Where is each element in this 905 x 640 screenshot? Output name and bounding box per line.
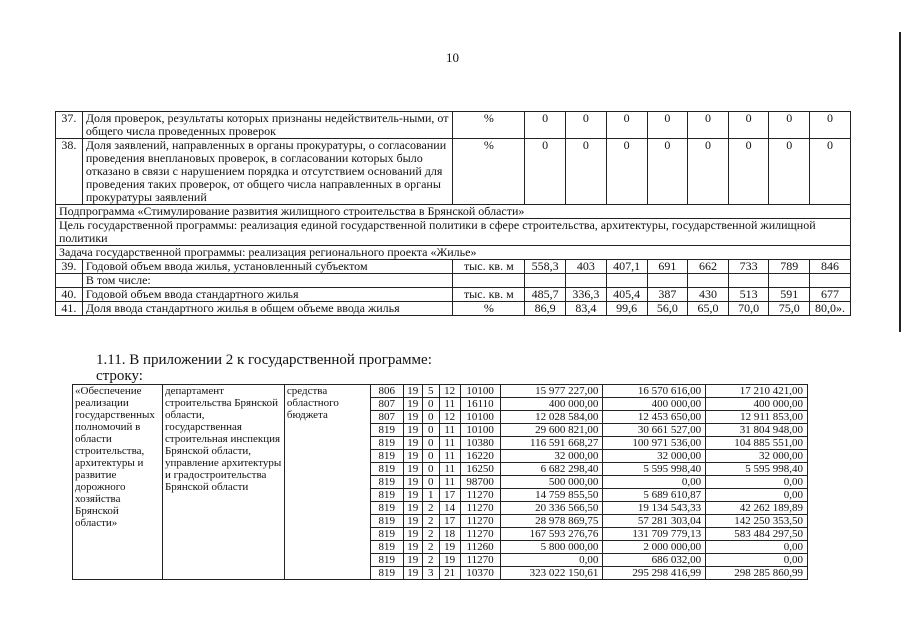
budget-code: 10100 (460, 424, 500, 437)
program-name: «Обеспечение реализации государственных полномочий в области строительства, архитектуры и развитие дорожного хозяйства Брянской области» (73, 385, 163, 580)
amount: 17 210 421,00 (706, 385, 808, 398)
budget-code: 19 (403, 528, 422, 541)
budget-code: 19 (403, 398, 422, 411)
indicator-value: 733 (728, 260, 769, 274)
indicator-value: 846 (810, 260, 851, 274)
budget-code: 19 (403, 385, 422, 398)
budget-code: 12 (439, 411, 460, 424)
amount: 400 000,00 (500, 398, 603, 411)
budget-code: 18 (439, 528, 460, 541)
executor: департамент строительства Брянской области, государственная строительная инспекция Брянской области, управление архитектуры и градостроительства Брянской области (162, 385, 284, 580)
section-heading: Подпрограмма «Стимулирование развития жилищного строительства в Брянской области» (56, 205, 851, 219)
indicator-value: 0 (688, 139, 729, 205)
section-heading-row (56, 205, 851, 219)
row-number (56, 274, 83, 288)
amount: 5 595 998,40 (603, 463, 706, 476)
indicator-text: Годовой объем ввода жилья, установленный субъектом (82, 260, 453, 274)
budget-code: 19 (403, 567, 422, 580)
indicator-value: 0 (728, 112, 769, 139)
budget-code: 19 (403, 554, 422, 567)
amount: 30 661 527,00 (603, 424, 706, 437)
amount: 32 000,00 (500, 450, 603, 463)
amount: 116 591 668,27 (500, 437, 603, 450)
indicator-value: 86,9 (525, 302, 566, 316)
indicator-value (647, 274, 688, 288)
budget-code: 11270 (460, 554, 500, 567)
budget-code: 19 (403, 463, 422, 476)
indicator-value: 387 (647, 288, 688, 302)
amount: 0,00 (706, 541, 808, 554)
paragraph-line-2: строку: (96, 368, 143, 384)
budget-code: 19 (403, 489, 422, 502)
amount: 0,00 (500, 554, 603, 567)
row-number: 39. (56, 260, 83, 274)
indicator-value: 403 (565, 260, 606, 274)
budget-code: 0 (422, 450, 439, 463)
indicator-value (606, 274, 647, 288)
indicator-row (56, 274, 851, 288)
budget-code: 19 (403, 476, 422, 489)
budget-code: 11 (439, 437, 460, 450)
indicator-value (810, 274, 851, 288)
budget-code: 819 (370, 502, 403, 515)
amount: 31 804 948,00 (706, 424, 808, 437)
amount: 32 000,00 (706, 450, 808, 463)
indicator-value: 75,0 (769, 302, 810, 316)
budget-code: 21 (439, 567, 460, 580)
amount: 15 977 227,00 (500, 385, 603, 398)
budget-code: 11270 (460, 528, 500, 541)
amount: 295 298 416,99 (603, 567, 706, 580)
budget-code: 11260 (460, 541, 500, 554)
indicator-value: 0 (688, 112, 729, 139)
indicator-value: 0 (606, 139, 647, 205)
budget-code: 19 (403, 450, 422, 463)
indicator-row (56, 288, 851, 302)
amount: 16 570 616,00 (603, 385, 706, 398)
indicator-value: 407,1 (606, 260, 647, 274)
indicator-value: 591 (769, 288, 810, 302)
amount: 5 689 610,87 (603, 489, 706, 502)
budget-code: 16220 (460, 450, 500, 463)
indicator-text: Доля заявлений, направленных в органы прокуратуры, о согласовании проведения внеплановых проверок, в согласовании которых было отказано в связи с нарушением порядка и отсутствием оснований для проведения таких проверок, от общего числа направленных в органы прокуратуры заявлений (82, 139, 453, 205)
indicator-value: 677 (810, 288, 851, 302)
budget-code: 10380 (460, 437, 500, 450)
indicator-text: Доля проверок, результаты которых признаны недействитель-ными, от общего числа проведенных проверок (82, 112, 453, 139)
budget-code: 17 (439, 515, 460, 528)
budget-code: 17 (439, 489, 460, 502)
budget-code: 1 (422, 489, 439, 502)
page-number: 10 (446, 50, 459, 65)
amount: 167 593 276,76 (500, 528, 603, 541)
unit (453, 274, 525, 288)
budget-code: 819 (370, 450, 403, 463)
budget-code: 2 (422, 515, 439, 528)
indicator-value: 99,6 (606, 302, 647, 316)
indicator-value: 558,3 (525, 260, 566, 274)
indicator-value: 0 (728, 139, 769, 205)
section-heading: Задача государственной программы: реализация регионального проекта «Жилье» (56, 246, 851, 260)
budget-code: 819 (370, 437, 403, 450)
indicator-value: 789 (769, 260, 810, 274)
budget-code: 0 (422, 437, 439, 450)
amount: 5 595 998,40 (706, 463, 808, 476)
indicator-value: 0 (565, 139, 606, 205)
budget-code: 10370 (460, 567, 500, 580)
budget-code: 0 (422, 476, 439, 489)
budget-code: 819 (370, 541, 403, 554)
unit: тыс. кв. м (453, 260, 525, 274)
budget-code: 10100 (460, 385, 500, 398)
budget-code: 12 (439, 385, 460, 398)
funding-source: средства областного бюджета (284, 385, 370, 580)
budget-code: 2 (422, 554, 439, 567)
row-number: 38. (56, 139, 83, 205)
unit: % (453, 112, 525, 139)
amount: 2 000 000,00 (603, 541, 706, 554)
amount: 20 336 566,50 (500, 502, 603, 515)
indicator-value: 405,4 (606, 288, 647, 302)
amount: 57 281 303,04 (603, 515, 706, 528)
budget-code: 19 (403, 411, 422, 424)
budget-code: 11 (439, 463, 460, 476)
amount: 14 759 855,50 (500, 489, 603, 502)
indicator-value: 0 (647, 112, 688, 139)
indicator-value: 0 (647, 139, 688, 205)
indicator-value: 0 (606, 112, 647, 139)
budget-code: 19 (439, 541, 460, 554)
indicator-value: 485,7 (525, 288, 566, 302)
amount: 500 000,00 (500, 476, 603, 489)
budget-code: 2 (422, 541, 439, 554)
amount: 5 800 000,00 (500, 541, 603, 554)
amount: 323 022 150,61 (500, 567, 603, 580)
amount: 12 911 853,00 (706, 411, 808, 424)
budget-code: 19 (403, 502, 422, 515)
indicators-table (55, 111, 851, 316)
budget-code: 2 (422, 528, 439, 541)
indicator-value: 336,3 (565, 288, 606, 302)
budget-code: 819 (370, 424, 403, 437)
budget-code: 0 (422, 411, 439, 424)
amount: 131 709 779,13 (603, 528, 706, 541)
budget-code: 0 (422, 424, 439, 437)
budget-code: 819 (370, 554, 403, 567)
indicator-value (688, 274, 729, 288)
amount: 583 484 297,50 (706, 528, 808, 541)
budget-code: 807 (370, 398, 403, 411)
budget-code: 819 (370, 463, 403, 476)
budget-code: 819 (370, 515, 403, 528)
budget-code: 98700 (460, 476, 500, 489)
budget-code: 19 (403, 424, 422, 437)
amount: 29 600 821,00 (500, 424, 603, 437)
budget-code: 19 (403, 541, 422, 554)
budget-code: 2 (422, 502, 439, 515)
indicator-value (565, 274, 606, 288)
budget-code: 11270 (460, 515, 500, 528)
unit: % (453, 302, 525, 316)
indicator-value: 0 (565, 112, 606, 139)
budget-code: 0 (422, 463, 439, 476)
budget-code: 14 (439, 502, 460, 515)
budget-code: 5 (422, 385, 439, 398)
amount: 104 885 551,00 (706, 437, 808, 450)
indicator-value: 662 (688, 260, 729, 274)
budget-code: 0 (422, 398, 439, 411)
indicator-value: 56,0 (647, 302, 688, 316)
right-margin-line (899, 32, 901, 332)
amount: 19 134 543,33 (603, 502, 706, 515)
row-number: 41. (56, 302, 83, 316)
indicator-value: 0 (525, 139, 566, 205)
row-number: 40. (56, 288, 83, 302)
amount: 686 032,00 (603, 554, 706, 567)
indicator-value: 0 (769, 112, 810, 139)
section-heading: Цель государственной программы: реализация единой государственной политики в сфере строительства, архитектуры, государственной жилищной политики (56, 219, 851, 246)
budget-code: 11270 (460, 489, 500, 502)
indicator-row (56, 139, 851, 205)
row-number: 37. (56, 112, 83, 139)
indicator-value: 70,0 (728, 302, 769, 316)
budget-code: 819 (370, 489, 403, 502)
amount: 0,00 (706, 489, 808, 502)
budget-code: 3 (422, 567, 439, 580)
budget-code: 19 (403, 515, 422, 528)
budget-code: 806 (370, 385, 403, 398)
amount: 42 262 189,89 (706, 502, 808, 515)
budget-code: 16250 (460, 463, 500, 476)
indicator-row (56, 260, 851, 274)
amount: 12 453 650,00 (603, 411, 706, 424)
amount: 0,00 (706, 554, 808, 567)
amount: 142 250 353,50 (706, 515, 808, 528)
budget-code: 11 (439, 398, 460, 411)
budget-code: 19 (403, 437, 422, 450)
indicator-value: 0 (525, 112, 566, 139)
indicator-row (56, 112, 851, 139)
budget-code: 10100 (460, 411, 500, 424)
indicator-value: 83,4 (565, 302, 606, 316)
unit: тыс. кв. м (453, 288, 525, 302)
indicator-value: 430 (688, 288, 729, 302)
amount: 400 000,00 (706, 398, 808, 411)
amount: 6 682 298,40 (500, 463, 603, 476)
indicator-value: 0 (810, 112, 851, 139)
budget-code: 11 (439, 476, 460, 489)
funding-row (73, 385, 808, 398)
amount: 400 000,00 (603, 398, 706, 411)
indicator-text: Доля ввода стандартного жилья в общем объеме ввода жилья (82, 302, 453, 316)
indicator-value: 0 (769, 139, 810, 205)
indicator-value (728, 274, 769, 288)
amount: 12 028 584,00 (500, 411, 603, 424)
budget-code: 819 (370, 567, 403, 580)
budget-code: 819 (370, 528, 403, 541)
unit: % (453, 139, 525, 205)
amount: 0,00 (603, 476, 706, 489)
amount: 100 971 536,00 (603, 437, 706, 450)
indicator-text: В том числе: (82, 274, 453, 288)
budget-code: 11270 (460, 502, 500, 515)
amount: 28 978 869,75 (500, 515, 603, 528)
budget-code: 16110 (460, 398, 500, 411)
budget-code: 807 (370, 411, 403, 424)
funding-table (72, 384, 808, 580)
amount: 0,00 (706, 476, 808, 489)
indicator-row (56, 302, 851, 316)
indicator-value: 0 (810, 139, 851, 205)
indicator-value (769, 274, 810, 288)
indicator-value: 80,0». (810, 302, 851, 316)
indicator-value: 65,0 (688, 302, 729, 316)
budget-code: 11 (439, 450, 460, 463)
indicator-value: 513 (728, 288, 769, 302)
section-heading-row (56, 219, 851, 246)
indicator-value: 691 (647, 260, 688, 274)
amount: 298 285 860,99 (706, 567, 808, 580)
indicator-text: Годовой объем ввода стандартного жилья (82, 288, 453, 302)
amount: 32 000,00 (603, 450, 706, 463)
indicator-value (525, 274, 566, 288)
budget-code: 11 (439, 424, 460, 437)
paragraph-line-1: 1.11. В приложении 2 к государственной программе: (96, 352, 432, 368)
section-heading-row (56, 246, 851, 260)
budget-code: 19 (439, 554, 460, 567)
budget-code: 819 (370, 476, 403, 489)
